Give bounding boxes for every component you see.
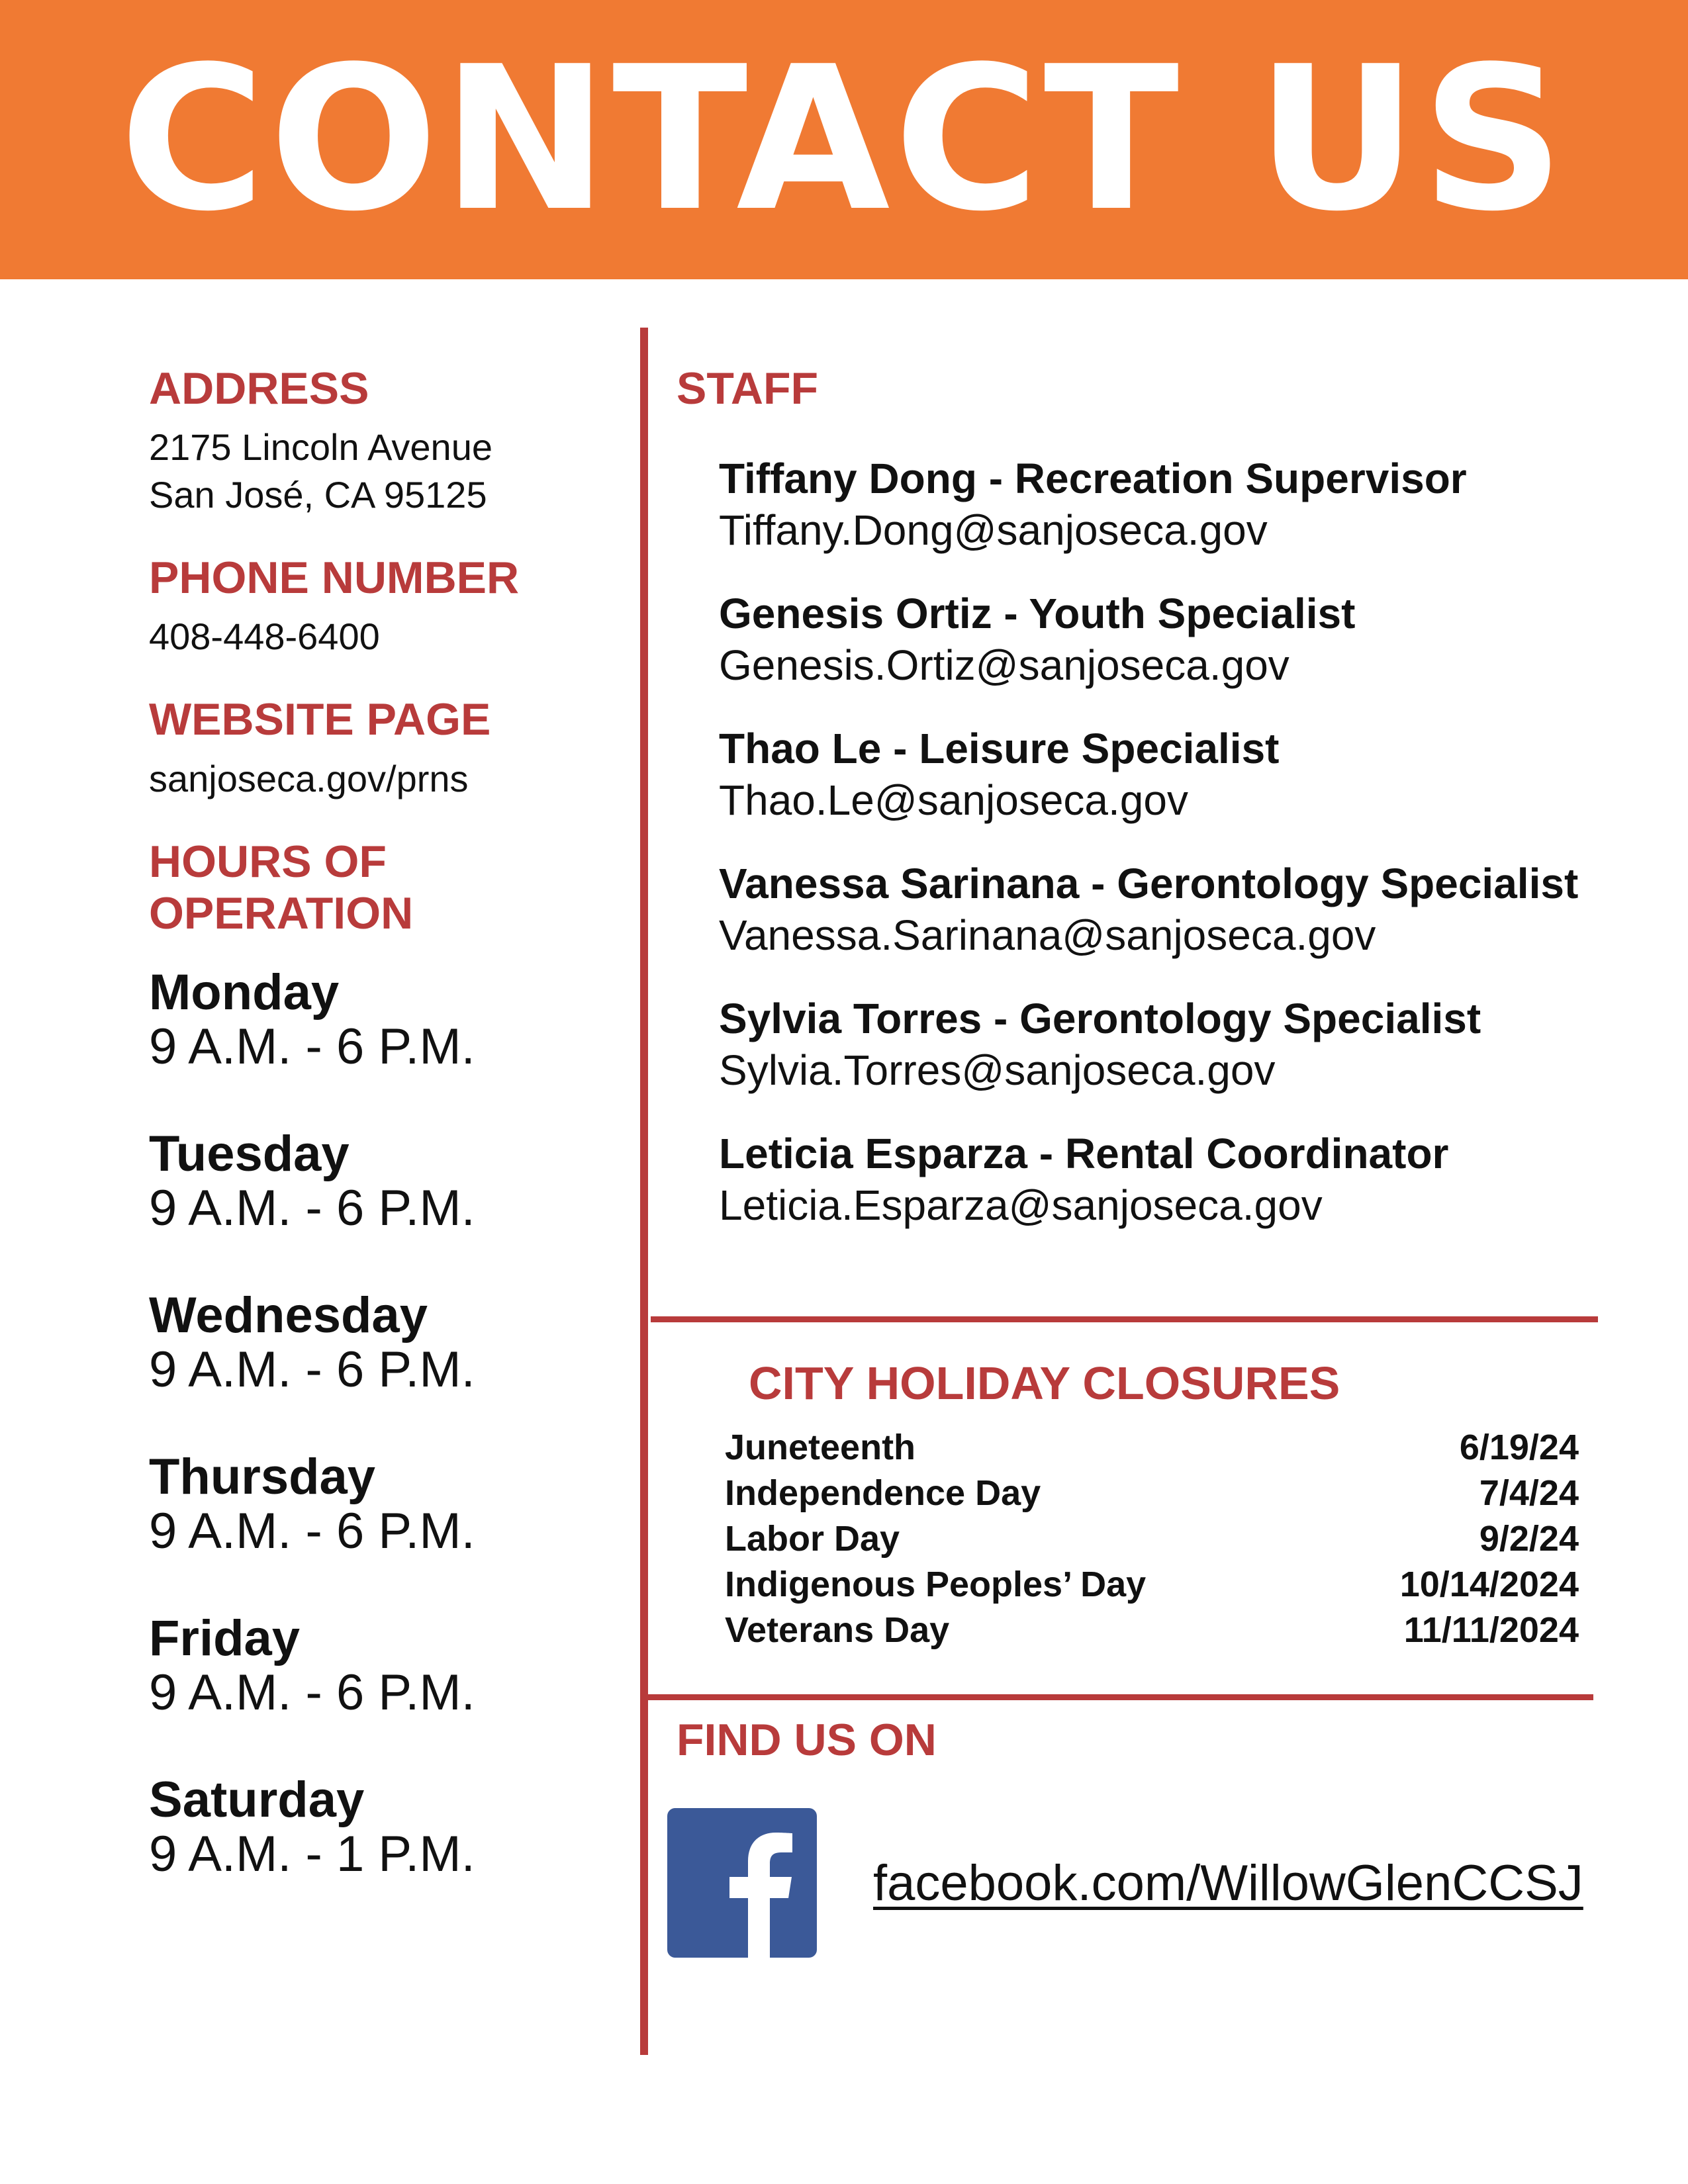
holiday-list [725,1425,1579,1653]
hours-heading-line-2: OPERATION [149,887,414,938]
phone-section [149,552,612,660]
staff-list [677,453,1669,1231]
hours-heading [149,836,612,939]
address-line-2: San José, CA 95125 [149,474,487,516]
vertical-divider [640,328,648,2055]
staff-email[interactable]: Genesis.Ortiz@sanjoseca.gov [719,641,1289,690]
holiday-heading: CITY HOLIDAY CLOSURES [749,1357,1340,1409]
holiday-date: 10/14/2024 [1399,1564,1579,1604]
day-hours: 9 A.M. - 6 P.M. [149,1018,475,1075]
address-heading: ADDRESS [149,363,369,414]
address-line-1: 2175 Lincoln Avenue [149,426,492,469]
hours-list [149,966,612,1882]
day-hours: 9 A.M. - 6 P.M. [149,1179,475,1236]
holiday-name: Veterans Day [725,1610,950,1650]
website-link[interactable]: sanjoseca.gov/prns [149,757,469,799]
horizontal-divider-top [651,1316,1598,1322]
hours-row [149,1289,612,1397]
day-hours: 9 A.M. - 6 P.M. [149,1664,475,1721]
staff-member [719,1128,1669,1231]
day-hours: 9 A.M. - 6 P.M. [149,1502,475,1559]
staff-email[interactable]: Tiffany.Dong@sanjoseca.gov [719,506,1268,555]
day-name: Wednesday [149,1287,428,1343]
holiday-date: 6/19/24 [1459,1427,1579,1467]
hours-row [149,1612,612,1720]
page-title: CONTACT US [119,24,1569,255]
staff-name: Vanessa Sarinana - Gerontology Specialist [719,860,1579,908]
day-name: Saturday [149,1771,365,1828]
hours-row [149,1127,612,1236]
staff-name: Tiffany Dong - Recreation Supervisor [719,455,1467,503]
holiday-name: Labor Day [725,1518,900,1559]
address-text [149,424,612,519]
hours-row [149,1773,612,1882]
hours-heading-line-1: HOURS OF [149,836,387,887]
staff-member [719,588,1669,691]
facebook-icon[interactable] [667,1808,817,1958]
website-heading: WEBSITE PAGE [149,694,491,745]
day-name: Tuesday [149,1125,350,1182]
hours-row [149,966,612,1074]
facebook-f-glyph [667,1808,817,1958]
facebook-row [667,1808,1583,1958]
day-name: Monday [149,964,340,1021]
holiday-date: 9/2/24 [1479,1518,1579,1559]
day-hours: 9 A.M. - 1 P.M. [149,1825,475,1882]
staff-section [677,363,1669,1263]
find-us-heading: FIND US ON [677,1715,937,1765]
holiday-row [725,1471,1579,1516]
holiday-row [725,1562,1579,1608]
holiday-date: 11/11/2024 [1403,1610,1579,1650]
staff-email[interactable]: Thao.Le@sanjoseca.gov [719,776,1188,825]
staff-name: Thao Le - Leisure Specialist [719,725,1280,773]
staff-email[interactable]: Vanessa.Sarinana@sanjoseca.gov [719,911,1376,960]
staff-name: Sylvia Torres - Gerontology Specialist [719,995,1481,1043]
holiday-closures-section [725,1357,1579,1653]
address-section [149,363,612,519]
staff-member [719,453,1669,556]
holiday-date: 7/4/24 [1479,1473,1579,1513]
day-name: Thursday [149,1448,376,1505]
staff-heading: STAFF [677,363,819,414]
day-name: Friday [149,1610,301,1666]
staff-member [719,858,1669,961]
day-hours: 9 A.M. - 6 P.M. [149,1341,475,1398]
left-column [149,363,612,1934]
find-us-section [677,1714,1669,1766]
staff-name: Leticia Esparza - Rental Coordinator [719,1130,1449,1178]
staff-member [719,723,1669,826]
header-banner [0,0,1688,279]
staff-member [719,993,1669,1096]
holiday-name: Juneteenth [725,1427,916,1467]
horizontal-divider-bottom [648,1694,1593,1700]
phone-number[interactable]: 408-448-6400 [149,615,380,658]
holiday-row [725,1516,1579,1562]
facebook-link[interactable]: facebook.com/WillowGlenCCSJ [873,1854,1583,1911]
phone-heading: PHONE NUMBER [149,553,520,604]
hours-row [149,1450,612,1559]
hours-section [149,836,612,1882]
holiday-name: Indigenous Peoples’ Day [725,1564,1147,1604]
holiday-row [725,1425,1579,1471]
holiday-name: Independence Day [725,1473,1041,1513]
staff-email[interactable]: Leticia.Esparza@sanjoseca.gov [719,1181,1323,1230]
website-section [149,694,612,802]
staff-name: Genesis Ortiz - Youth Specialist [719,590,1356,638]
staff-email[interactable]: Sylvia.Torres@sanjoseca.gov [719,1046,1276,1095]
holiday-row [725,1608,1579,1653]
